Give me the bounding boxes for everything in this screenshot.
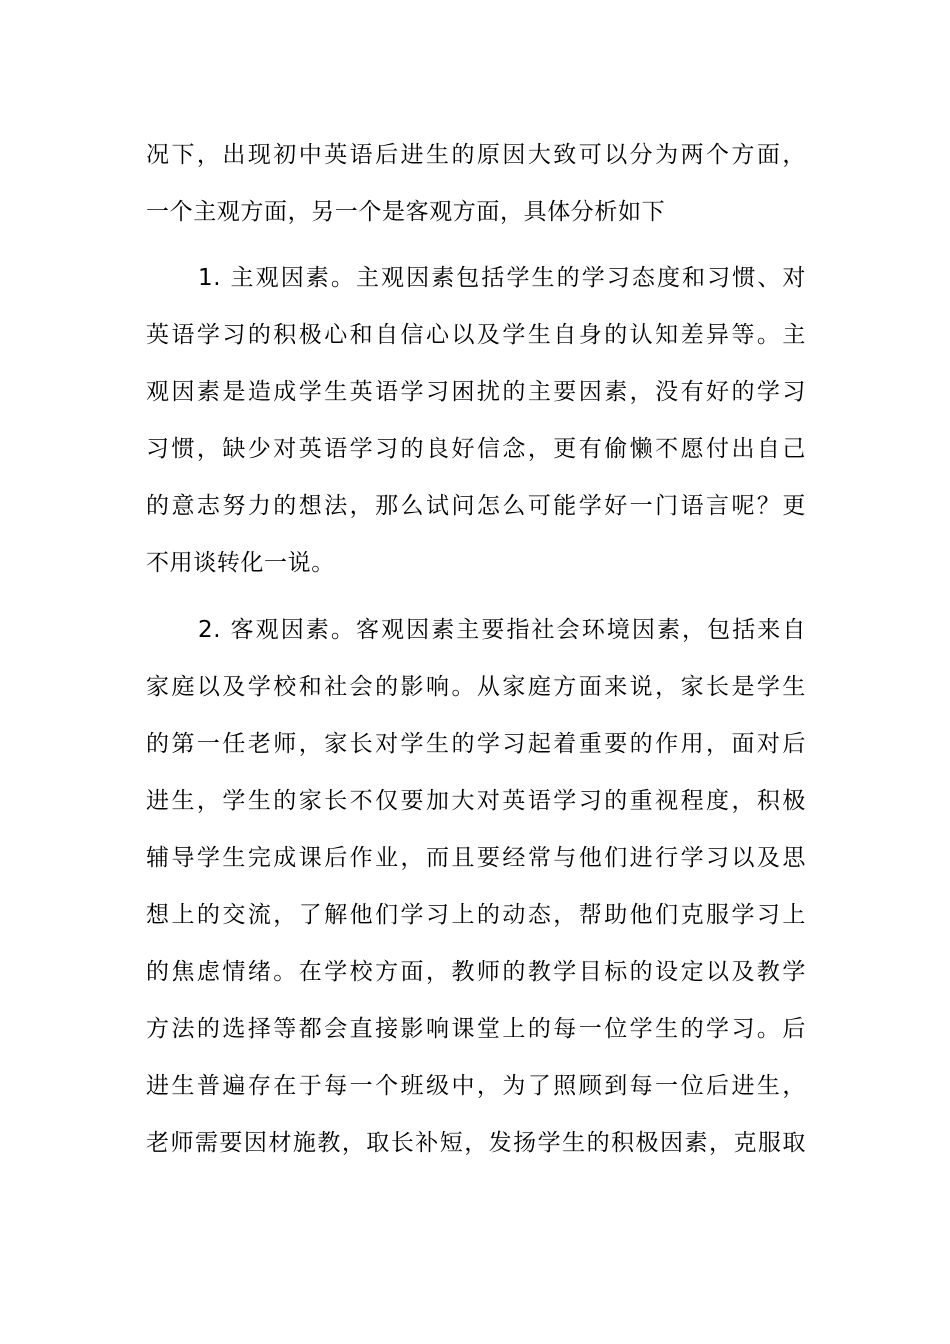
text-line: 一个主观方面，另一个是客观方面，具体分析如下 xyxy=(146,199,666,225)
text-line: 观因素是造成学生英语学习困扰的主要因素，没有好的学习 xyxy=(146,379,806,405)
text-line: 不用谈转化一说。 xyxy=(146,550,335,576)
text-line: 1. 主观因素。主观因素包括学生的学习态度和习惯、对 xyxy=(198,265,806,291)
text-line: 想上的交流，了解他们学习上的动态，帮助他们克服学习上 xyxy=(146,902,806,928)
text-line: 习惯，缺少对英语学习的良好信念，更有偷懒不愿付出自己 xyxy=(146,436,806,462)
paragraph-intro xyxy=(146,127,806,241)
text-line: 进生，学生的家长不仅要加大对英语学习的重视程度，积极 xyxy=(146,788,806,814)
paragraph-objective-factors xyxy=(146,602,806,1172)
paragraph-subjective-factors xyxy=(146,250,806,592)
text-line: 方法的选择等都会直接影响课堂上的每一位学生的学习。后 xyxy=(146,1016,806,1042)
text-line: 的意志努力的想法，那么试问怎么可能学好一门语言呢？更 xyxy=(146,493,806,519)
text-line: 2. 客观因素。客观因素主要指社会环境因素，包括来自 xyxy=(198,617,806,643)
text-line: 况下，出现初中英语后进生的原因大致可以分为两个方面， xyxy=(146,142,806,168)
text-line: 进生普遍存在于每一个班级中，为了照顾到每一位后进生， xyxy=(146,1073,806,1099)
text-line: 辅导学生完成课后作业，而且要经常与他们进行学习以及思 xyxy=(146,845,806,871)
text-line: 老师需要因材施教，取长补短，发扬学生的积极因素，克服取 xyxy=(146,1130,806,1156)
text-line: 家庭以及学校和社会的影响。从家庭方面来说，家长是学生 xyxy=(146,674,806,700)
text-line: 的第一任老师，家长对学生的学习起着重要的作用，面对后 xyxy=(146,731,806,757)
text-line: 英语学习的积极心和自信心以及学生自身的认知差异等。主 xyxy=(146,322,806,348)
text-line: 的焦虑情绪。在学校方面，教师的教学目标的设定以及教学 xyxy=(146,959,806,985)
